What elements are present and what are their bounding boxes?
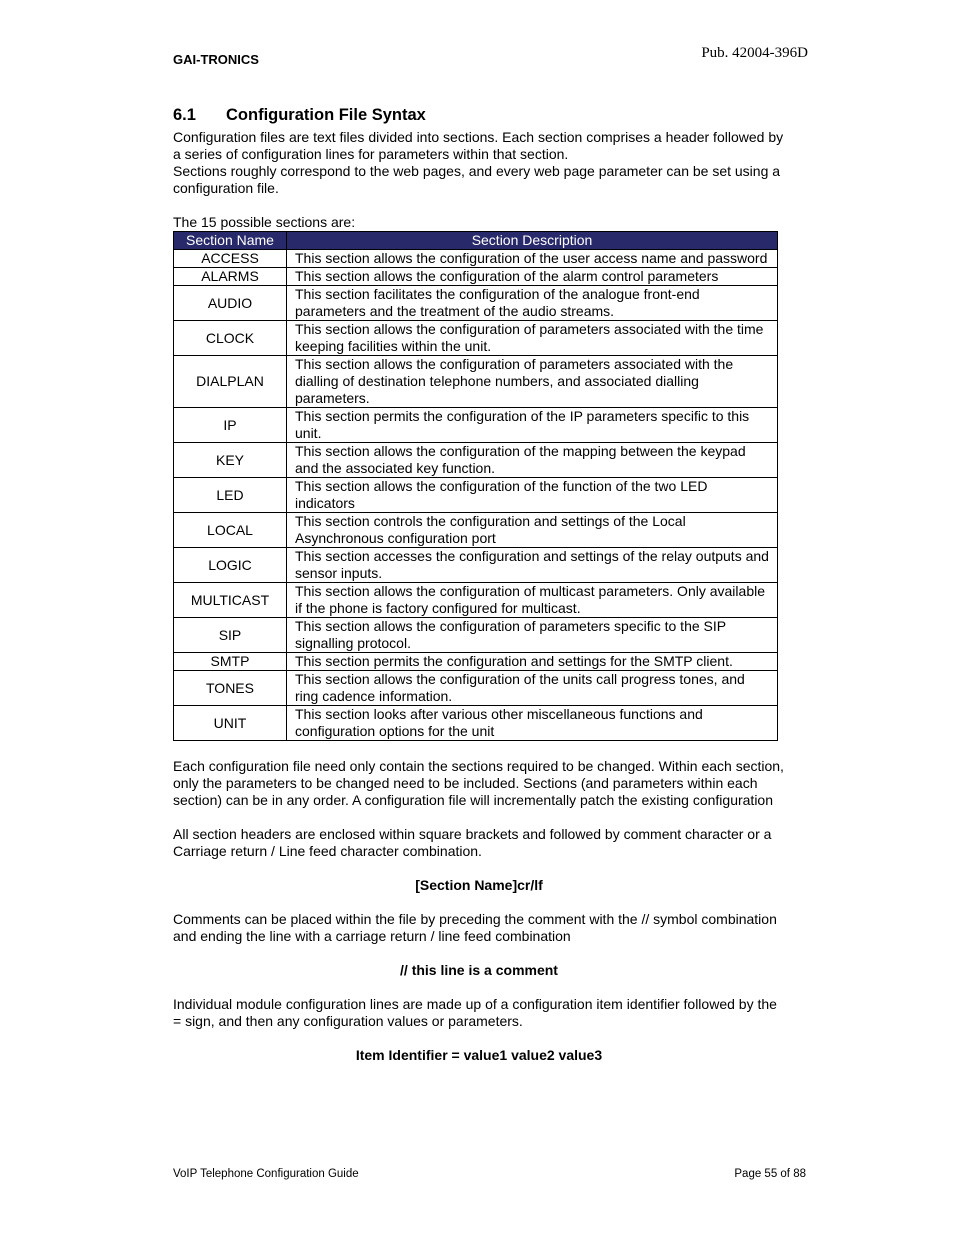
config-line-example: Item Identifier = value1 value2 value3 bbox=[355, 1047, 603, 1063]
intro-paragraph-1: Configuration files are text files divided into sections. Each section comprises a header followed by a series of configuration lines for parameters within that section. bbox=[173, 129, 784, 162]
section-description-cell: This section allows the configuration of parameters specific to the SIP signalling protocol. bbox=[287, 618, 778, 653]
section-name-cell: KEY bbox=[174, 443, 287, 478]
section-name-cell: TONES bbox=[174, 671, 287, 706]
table-row bbox=[174, 513, 778, 548]
section-description-cell: This section allows the configuration of parameters associated with the time keeping facilities within the unit. bbox=[287, 321, 778, 356]
table-row bbox=[174, 653, 778, 671]
footer-page-number: Page 55 of 88 bbox=[734, 1168, 806, 1180]
intro-paragraph-2: Sections roughly correspond to the web pages, and every web page parameter can be set using a configuration file. bbox=[173, 163, 781, 196]
section-description-cell: This section facilitates the configuration of the analogue front-end parameters and the treatment of the audio streams. bbox=[287, 286, 778, 321]
table-row bbox=[174, 706, 778, 741]
table-row bbox=[174, 618, 778, 653]
table-row bbox=[174, 250, 778, 268]
section-description-cell: This section allows the configuration of the units call progress tones, and ring cadence information. bbox=[287, 671, 778, 706]
table-row bbox=[174, 268, 778, 286]
section-header-example: [Section Name]cr/lf bbox=[415, 877, 543, 893]
table-row bbox=[174, 443, 778, 478]
section-description-cell: This section allows the configuration of multicast parameters. Only available if the phone is factory configured for multicast. bbox=[287, 583, 778, 618]
section-description-cell: This section controls the configuration and settings of the Local Asynchronous configuration port bbox=[287, 513, 778, 548]
section-name-cell: AUDIO bbox=[174, 286, 287, 321]
column-header-section-name: Section Name bbox=[174, 232, 287, 250]
footer-guide-title: VoIP Telephone Configuration Guide bbox=[173, 1168, 359, 1180]
comments-paragraph: Comments can be placed within the file by preceding the comment with the // symbol combination and ending the line with a carriage return / line feed combination bbox=[173, 911, 777, 944]
section-name-cell: UNIT bbox=[174, 706, 287, 741]
table-row bbox=[174, 583, 778, 618]
section-description-cell: This section looks after various other miscellaneous functions and configuration options for the unit bbox=[287, 706, 778, 741]
section-name-cell: CLOCK bbox=[174, 321, 287, 356]
section-heading bbox=[173, 105, 785, 125]
section-name-cell: IP bbox=[174, 408, 287, 443]
section-name-cell: LOCAL bbox=[174, 513, 287, 548]
header-publication-number: Pub. 42004-396D bbox=[701, 45, 808, 61]
section-headers-paragraph: All section headers are enclosed within square brackets and followed by comment character or a Carriage return / Line feed character combination. bbox=[173, 826, 772, 859]
section-description-cell: This section allows the configuration of the user access name and password bbox=[287, 250, 778, 268]
section-description-cell: This section permits the configuration of the IP parameters specific to this unit. bbox=[287, 408, 778, 443]
table-row bbox=[174, 671, 778, 706]
section-description-cell: This section permits the configuration and settings for the SMTP client. bbox=[287, 653, 778, 671]
column-header-section-description: Section Description bbox=[287, 232, 778, 250]
section-description-cell: This section allows the configuration of the alarm control parameters bbox=[287, 268, 778, 286]
section-description-cell: This section allows the configuration of parameters associated with the dialling of destination telephone numbers, and associated dialling parameters. bbox=[287, 356, 778, 408]
table-row bbox=[174, 321, 778, 356]
section-name-cell: SMTP bbox=[174, 653, 287, 671]
section-name-cell: DIALPLAN bbox=[174, 356, 287, 408]
table-row bbox=[174, 356, 778, 408]
sections-paragraph: Each configuration file need only contain the sections required to be changed. Within each section, only the parameters to be changed need to be included. Sections (and parameters within each section) can be in any order. A configuration file will incrementally patch the existing configuration bbox=[173, 758, 784, 808]
section-name-cell: LOGIC bbox=[174, 548, 287, 583]
comment-example: // this line is a comment bbox=[400, 962, 558, 978]
section-name-cell: ALARMS bbox=[174, 268, 287, 286]
table-row bbox=[174, 548, 778, 583]
section-description-cell: This section accesses the configuration and settings of the relay outputs and sensor inputs. bbox=[287, 548, 778, 583]
section-name-cell: SIP bbox=[174, 618, 287, 653]
table-row bbox=[174, 478, 778, 513]
table-header-row bbox=[174, 232, 778, 250]
sections-table bbox=[173, 231, 778, 741]
section-name-cell: MULTICAST bbox=[174, 583, 287, 618]
config-lines-paragraph: Individual module configuration lines are made up of a configuration item identifier followed by the = sign, and then any configuration values or parameters. bbox=[173, 996, 777, 1029]
section-description-cell: This section allows the configuration of the mapping between the keypad and the associated key function. bbox=[287, 443, 778, 478]
section-name-cell: LED bbox=[174, 478, 287, 513]
table-row bbox=[174, 408, 778, 443]
page-content bbox=[173, 105, 785, 1064]
section-number: 6.1 bbox=[173, 106, 196, 124]
section-name-cell: ACCESS bbox=[174, 250, 287, 268]
section-description-cell: This section allows the configuration of the function of the two LED indicators bbox=[287, 478, 778, 513]
table-lead-in: The 15 possible sections are: bbox=[173, 214, 356, 230]
header-company: GAI-TRONICS bbox=[173, 52, 259, 67]
table-row bbox=[174, 286, 778, 321]
section-title: Configuration File Syntax bbox=[226, 106, 426, 124]
